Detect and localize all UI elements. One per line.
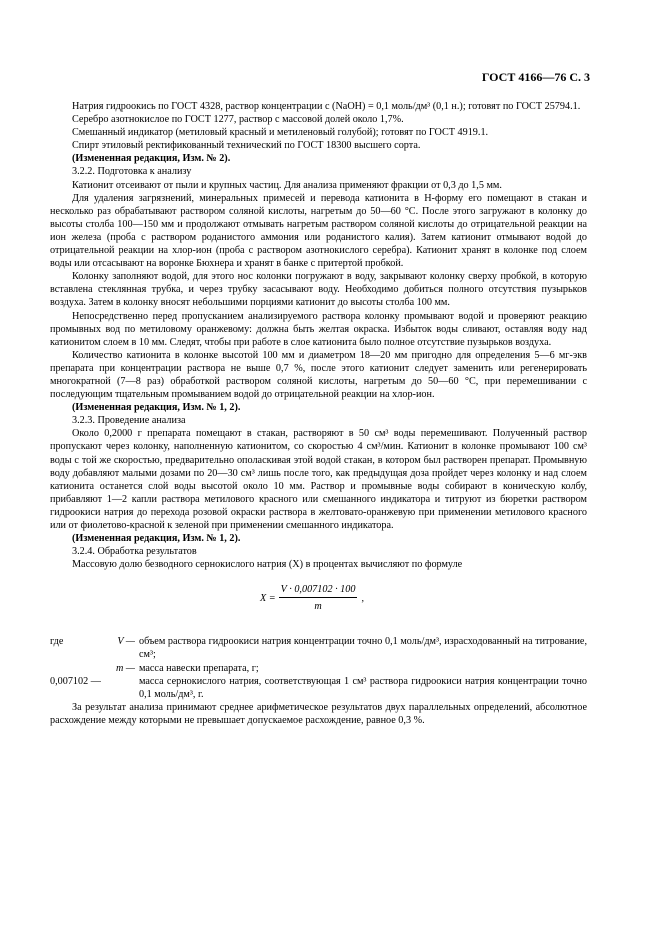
paragraph-column-filling: Колонку заполняют водой, для этого нос колонки погружают в воду, закрывают колонку сверху пробкой, в которую вставлена стеклянная трубка, и через трубку засасывают воду. Необходимо добиться полного отсутствия пузырьков воздуха. Затем в колонку вносят небольшими порциями катионит до высоты столба 100 мм. — [50, 271, 587, 309]
section-heading-3-2-2: 3.2.2. Подготовка к анализу — [72, 166, 192, 178]
paragraph-column-rinsing: Непосредственно перед пропусканием анализируемого раствора колонку промывают водой и проверяют реакцию промывных вод по метиловому оранжевому: должна быть желтая окраска. Избыток воды сливают, оставляя воду над катионитом слоем в 10 мм. Следят, чтобы при работе в слое катионита было полное отсутствие пузырьков воздуха. — [50, 310, 587, 348]
formula-denominator: m — [314, 601, 322, 613]
paragraph-sodium-hydroxide: Натрия гидроокись по ГОСТ 4328, раствор концентрации c (NaOH) = 0,1 моль/дм³ (0,1 н.); готовят по ГОСТ 25794.1. — [72, 101, 581, 112]
definition-coefficient — [50, 675, 587, 701]
paragraph-analysis-procedure: Около 0,2000 г препарата помещают в стакан, растворяют в 50 см³ воды перемешивают. Полученный раствор пропускают через колонку, наполненную катионитом, со скоростью 4 см³/мин. Катионит в колонке промывают 100 см³ воды с той же скоростью, предварительно ополаскивая этой водой стакан, в котором был растворен препарат. Промывную воду добавляют малыми дозами по 20—30 см³ лишь после того, как предыдущая доза пройдет через колонку и над слоем катионита останется слой воды высотой около 10 мм. Раствор и промывные воды собирают в коническую колбу, прибавляют 1—2 капли раствора метилового красного или смешанного индикатора и титруют из бюретки раствором гидроокиси натрия до перехода розовой окраски раствора в желтовато-оранжевую при применении метилового красного или от фиолетово-красной к зеленой при применении смешанного индикатора. — [50, 428, 587, 531]
symbol-m: m — — [116, 662, 135, 674]
document-body — [50, 100, 587, 727]
definition-coefficient-text: масса сернокислого натрия, соответствующая 1 см³ раствора гидроокиси натрия концентрации точно 0,1 моль/дм³, г. — [139, 675, 587, 700]
definition-m — [50, 662, 587, 675]
where-label: где — [50, 636, 64, 648]
formula-trailing-comma: , — [361, 592, 365, 604]
symbol-v: V — — [117, 636, 135, 648]
definition-v-text: объем раствора гидроокиси натрия концентрации точно 0,1 моль/дм³, израсходованный на титрование, см³; — [139, 636, 587, 661]
paragraph-cation-sieving: Катионит отсеивают от пыли и крупных частиц. Для анализа применяют фракции от 0,3 до 1,5 мм. — [72, 179, 502, 191]
paragraph-ethyl-alcohol: Спирт этиловый ректификованный технический по ГОСТ 18300 высшего сорта. — [72, 140, 421, 152]
definition-m-text: масса навески препарата, г; — [139, 662, 259, 674]
formula-lhs: X = — [260, 592, 276, 604]
section-heading-3-2-4: 3.2.4. Обработка результатов — [72, 546, 197, 558]
amendment-note: (Измененная редакция, Изм. № 2). — [72, 153, 231, 165]
formula-numerator: V · 0,007102 · 100 — [279, 583, 358, 598]
paragraph-result-acceptance: За результат анализа принимают среднее арифметическое результатов двух параллельных определений, абсолютное расхождение между которыми не превышает допускаемое расхождение, равное 0,3 %. — [50, 701, 587, 726]
section-heading-3-2-3: 3.2.3. Проведение анализа — [72, 415, 186, 427]
formula-definitions — [50, 635, 587, 700]
formula-fraction — [279, 583, 358, 613]
definition-v — [50, 635, 587, 661]
symbol-coefficient: 0,007102 — — [50, 675, 101, 687]
running-header: ГОСТ 4166—76 С. 3 — [481, 70, 590, 84]
paragraph-silver-nitrate: Серебро азотнокислое по ГОСТ 1277, раствор с массовой долей около 1,7%. — [72, 114, 404, 126]
paragraph-formula-intro: Массовую долю безводного сернокислого натрия (X) в процентах вычисляют по формуле — [72, 559, 463, 571]
amendment-note: (Измененная редакция, Изм. № 1, 2). — [72, 402, 241, 414]
paragraph-cation-cleaning: Для удаления загрязнений, минеральных примесей и перевода катионита в Н-форму его помещают в стакан и несколько раз обрабатывают раствором соляной кислоты, нагретым до 50—60 °С. После этого загружают в колонку до высоты столба 100—150 мм и продолжают отмывать нагретым раствором соляной кислоты до отрицательной реакции на ион железа (проба с раствором роданистого аммония или роданистого калия). Затем катионит отмывают водой до отрицательной реакции на хлор-ион (проба с раствором азотнокислого серебра). Катионит хранят в колонке под слоем воды или отсасывают на воронке Бюхнера и хранят в банке с притертой пробкой. — [50, 192, 587, 270]
amendment-note: (Измененная редакция, Изм. № 1, 2). — [72, 533, 241, 545]
paragraph-mixed-indicator: Смешанный индикатор (метиловый красный и метиленовый голубой); готовят по ГОСТ 4919.1. — [72, 127, 489, 139]
formula — [50, 583, 587, 621]
paragraph-cation-capacity: Количество катионита в колонке высотой 100 мм и диаметром 18—20 мм пригодно для определения 5—6 мг-экв препарата при концентрации раствора не выше 0,7 %, после этого катионит следует заменить или регенерировать многократной (7—8 раз) обработкой раствором соляной кислоты, нагретым до 50—60 °С, при перемешивании с последующим тщательным промыванием водой до отрицательной реакции на хлор-ион. — [50, 349, 587, 401]
